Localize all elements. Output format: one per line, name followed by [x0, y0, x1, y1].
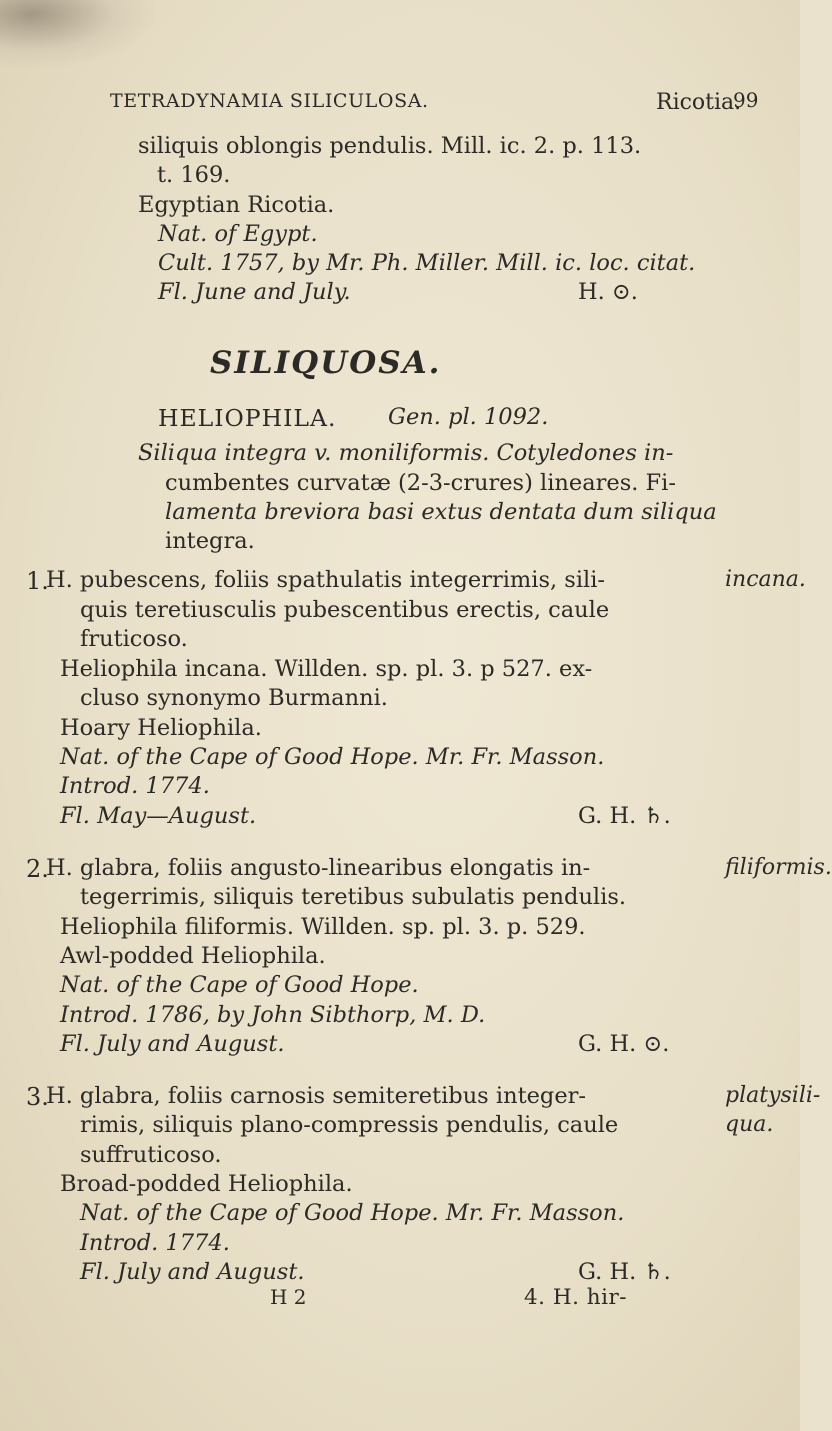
signature-mark: H 2: [270, 1285, 307, 1309]
species-number: 1.: [26, 567, 49, 595]
page-number: 99: [733, 88, 759, 112]
catchword: 4. H. hir-: [524, 1285, 628, 1310]
habitat-symbol: H. ⊙.: [578, 279, 638, 305]
text-line: Heliophila filiformis. Willden. sp. pl. 3. p. 529.: [60, 914, 586, 940]
habitat-symbol: G. H. ♄.: [578, 803, 671, 829]
text-line: Introd. 1774.: [60, 773, 210, 799]
text-line: tegerrimis, siliquis teretibus subulatis pendulis.: [80, 884, 627, 910]
text-line: H. pubescens, foliis spathulatis integerrimis, sili-: [46, 567, 606, 593]
text-line: Cult. 1757, by Mr. Ph. Miller. Mill. ic. loc. citat.: [158, 250, 696, 276]
species-side-name: platysili-: [725, 1083, 821, 1108]
text-line: Nat. of the Cape of Good Hope.: [60, 972, 419, 998]
text-line: Nat. of the Cape of Good Hope. Mr. Fr. Masson.: [80, 1200, 625, 1226]
text-line: integra.: [165, 528, 255, 554]
species-side-name: filiformis.: [725, 855, 832, 880]
text-line: Nat. of Egypt.: [158, 221, 318, 247]
genus-reference: Gen. pl. 1092.: [388, 404, 549, 430]
species-side-name-cont: qua.: [725, 1112, 774, 1137]
text-line: Fl. June and July.: [158, 279, 351, 305]
text-line: H. glabra, foliis angusto-linearibus elongatis in-: [46, 855, 591, 881]
text-line: siliquis oblongis pendulis. Mill. ic. 2. p. 113.: [138, 133, 642, 159]
text-line: quis teretiusculis pubescentibus erectis, caule: [80, 597, 610, 623]
section-title: SILIQUOSA.: [210, 345, 442, 381]
habitat-symbol: G. H. ⊙.: [578, 1031, 670, 1057]
text-line: Fl. July and August.: [80, 1259, 305, 1285]
text-line: Nat. of the Cape of Good Hope. Mr. Fr. Masson.: [60, 744, 605, 770]
species-side-name: incana.: [725, 567, 806, 592]
genus-name: HELIOPHILA.: [158, 404, 337, 432]
text-line: Fl. May—August.: [60, 803, 257, 829]
species-number: 2.: [26, 855, 49, 883]
habitat-symbol: G. H. ♄.: [578, 1259, 671, 1285]
running-genus: Ricotia.: [656, 90, 742, 115]
text-line: t. 169.: [157, 162, 231, 188]
text-line: Awl-podded Heliophila.: [60, 943, 326, 969]
text-line: Hoary Heliophila.: [60, 715, 262, 741]
text-line: fruticoso.: [80, 626, 188, 652]
text-line: Siliqua integra v. moniliformis. Cotyledones in-: [138, 440, 674, 466]
text-line: Heliophila incana. Willden. sp. pl. 3. p 527. ex-: [60, 656, 593, 682]
text-line: H. glabra, foliis carnosis semiteretibus integer-: [46, 1083, 586, 1109]
species-number: 3.: [26, 1083, 49, 1111]
running-title: TETRADYNAMIA SILICULOSA.: [110, 90, 429, 112]
text-line: Egyptian Ricotia.: [138, 192, 335, 218]
text-line: suffruticoso.: [80, 1142, 222, 1168]
page-corner-stain: [0, 0, 160, 70]
text-line: Introd. 1786, by John Sibthorp, M. D.: [60, 1002, 486, 1028]
text-line: Fl. July and August.: [60, 1031, 285, 1057]
text-line: cluso synonymo Burmanni.: [80, 685, 388, 711]
text-line: Introd. 1774.: [80, 1230, 230, 1256]
text-line: rimis, siliquis plano-compressis pendulis, caule: [80, 1112, 619, 1138]
text-line: lamenta breviora basi extus dentata dum siliqua: [165, 499, 717, 525]
text-line: Broad-podded Heliophila.: [60, 1171, 353, 1197]
text-line: cumbentes curvatæ (2-3-crures) lineares. Fi-: [165, 470, 676, 496]
